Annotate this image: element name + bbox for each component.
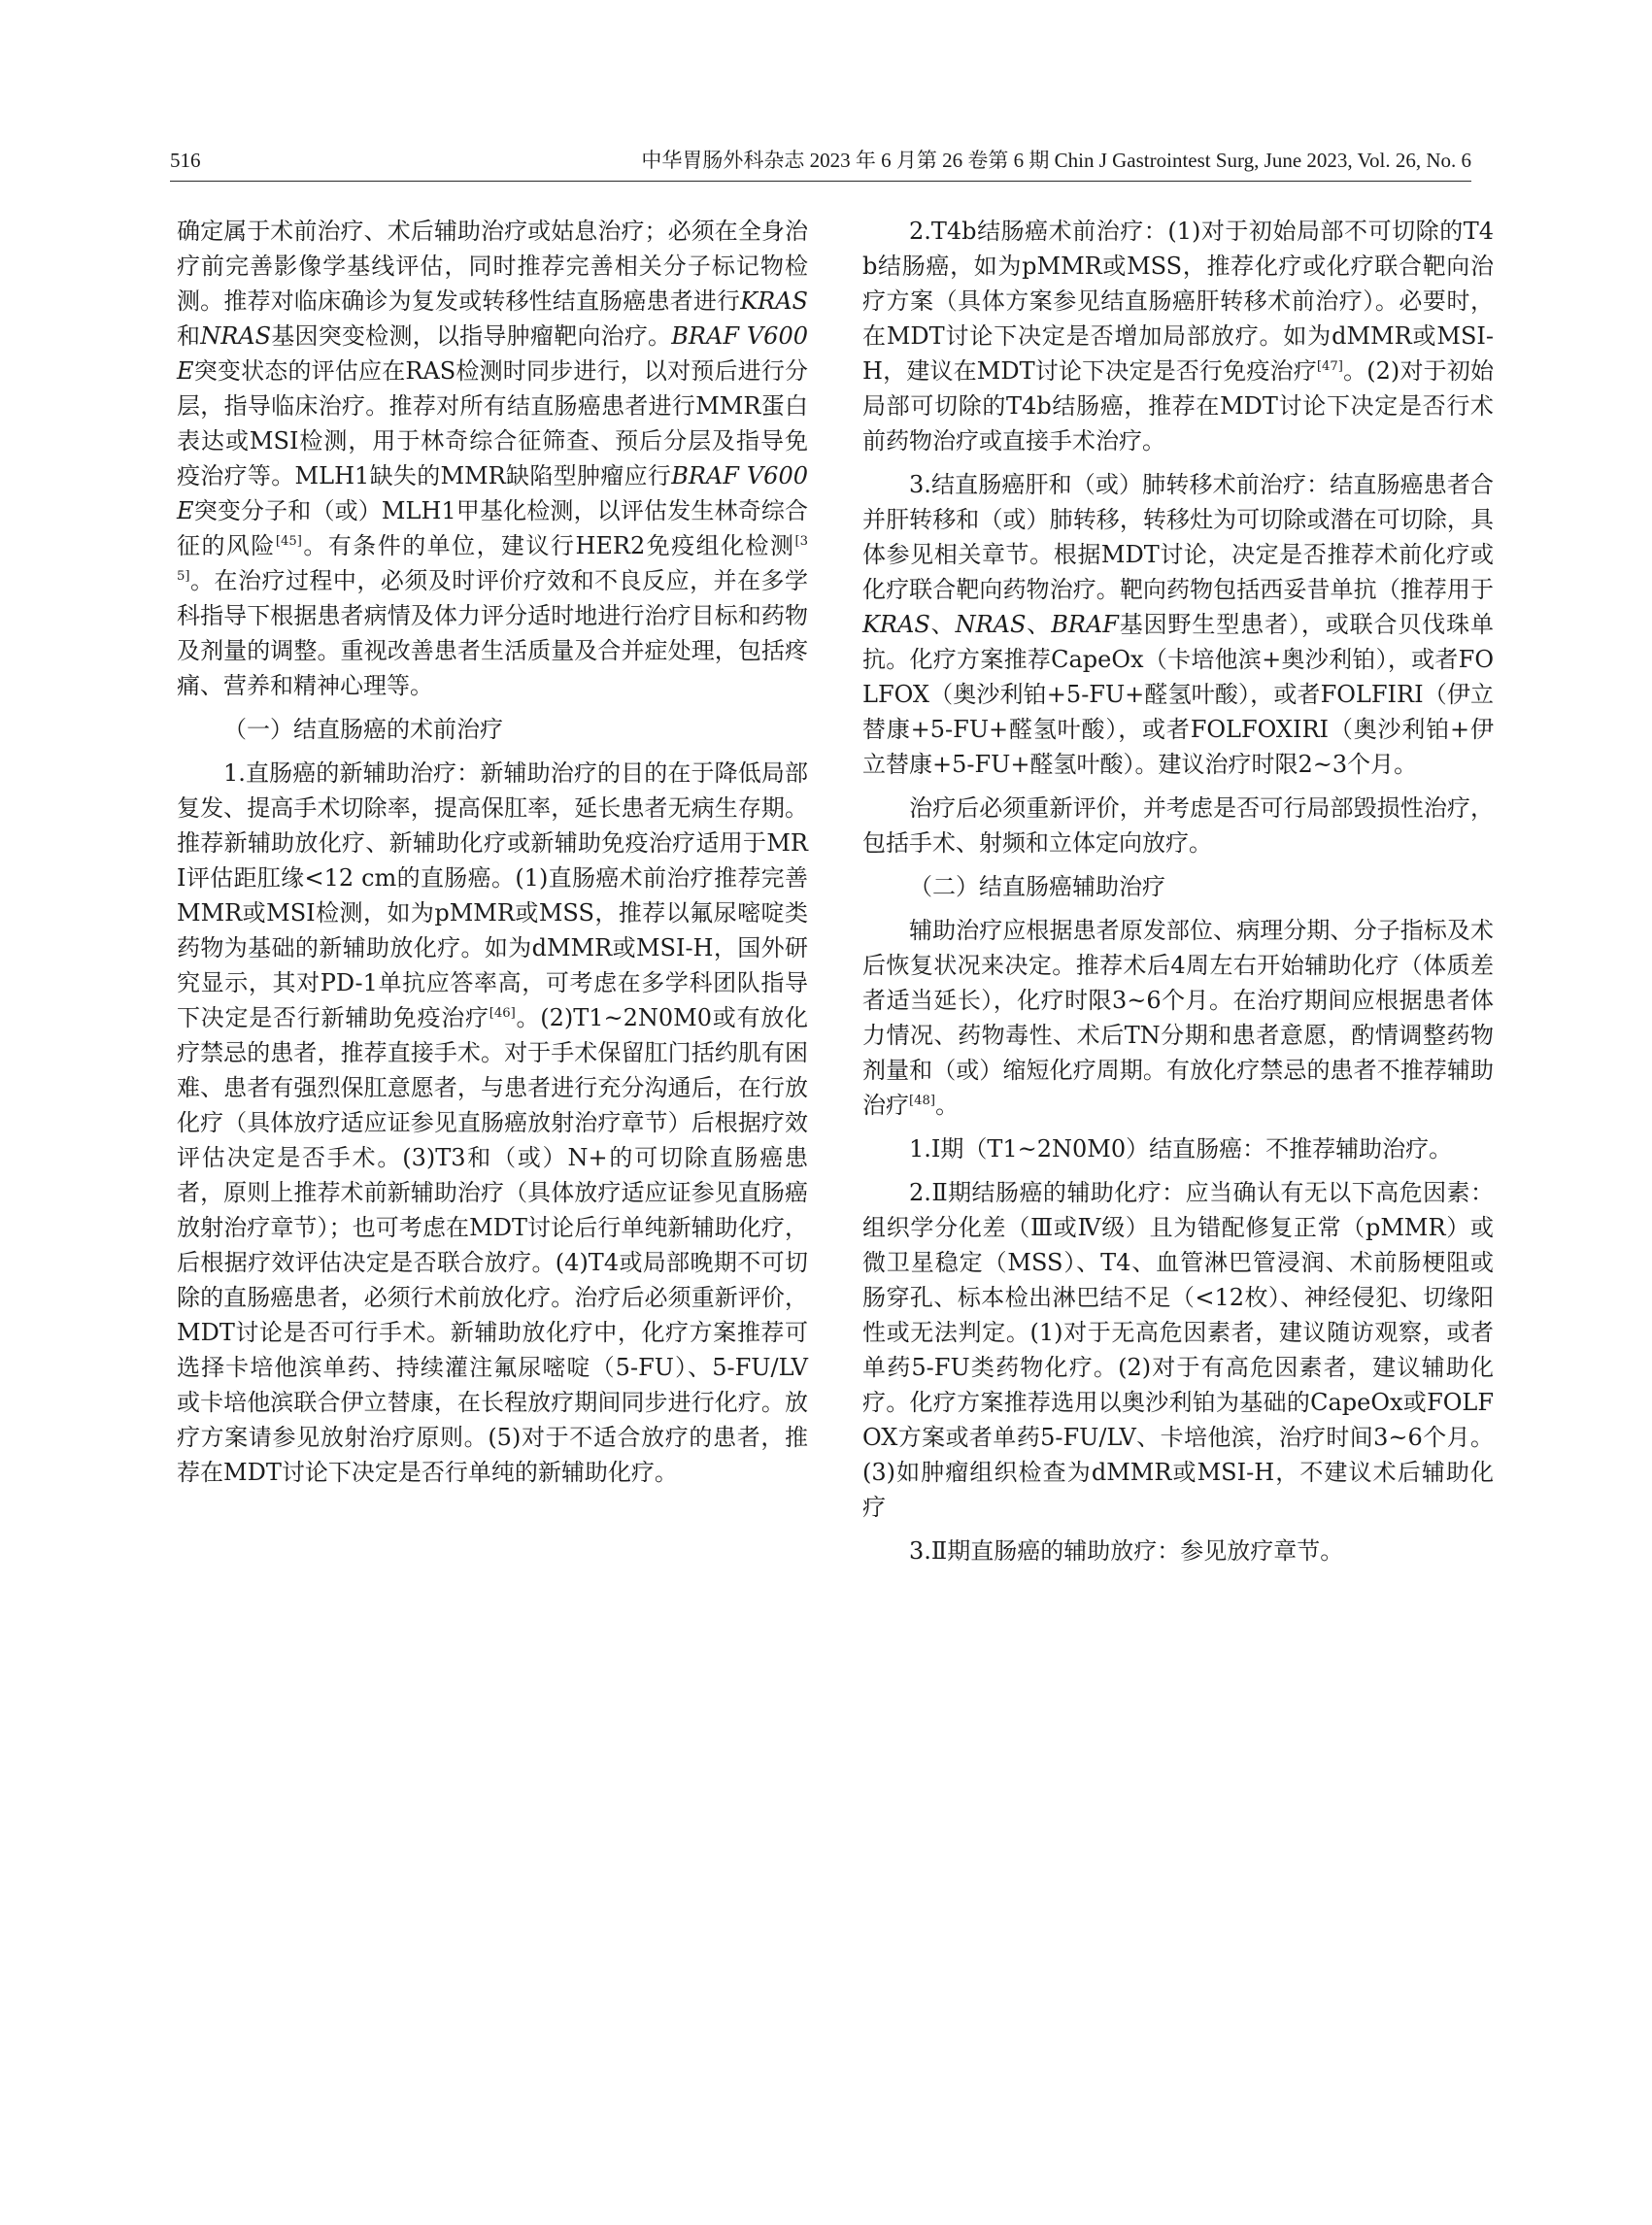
running-header (170, 144, 1471, 177)
text-run: 。有条件的单位，建议行HER2免疫组化检测 (301, 532, 795, 559)
gene-name-italic: NRAS (200, 322, 272, 350)
text-run: 1.直肠癌的新辅助治疗：新辅助治疗的目的在于降低局部复发、提高手术切除率，提高保肛率，延长患者无病生存期。推荐新辅助放化疗、新辅助化疗或新辅助免疫治疗适用于MRI评估距肛缘<12 cm的直肠癌。(1)直肠癌术前治疗推荐完善MMR或MSI检测，如为pMMR或MSS，推荐以氟尿嘧啶类药物为基础的新辅助放化疗。如为dMMR或MSI-H，国外研究显示，其对PD-1单抗应答率高，可考虑在多学科团队指导下决定是否行新辅助免疫治疗 (177, 759, 808, 1031)
citation-reference: [45] (275, 534, 302, 549)
citation-reference: [46] (489, 1006, 516, 1021)
body-paragraph (177, 756, 808, 1490)
text-run: 2.T4b结肠癌术前治疗：(1)对于初始局部不可切除的T4b结肠癌，如为pMMR或MSS，推荐化疗或化疗联合靶向治疗方案（具体方案参见结直肠癌肝转移术前治疗）。必要时，在MDT讨论下决定是否增加局部放疗。如为dMMR或MSI-H，建议在MDT讨论下决定是否行免疫治疗 (862, 218, 1494, 385)
text-run: 、 (929, 611, 956, 638)
gene-name-italic: KRAS (862, 611, 930, 638)
section-heading (862, 869, 1494, 904)
text-run: 。(2)对于初始局部可切除的T4b结肠癌，推荐在MDT讨论下决定是否行术前药物治疗或直接手术治疗。 (862, 357, 1494, 455)
body-paragraph (862, 467, 1494, 782)
right-text-column (862, 214, 1494, 1577)
body-paragraph (862, 214, 1494, 458)
text-run: 基因野生型患者），或联合贝伐珠单抗。化疗方案推荐CapeOx（卡培他滨+奥沙利铂），或者FOLFOX（奥沙利铂+5-FU+醛氢叶酸），或者FOLFIRI（伊立替康+5-FU+醛氢叶酸），或者FOLFOXIRI（奥沙利铂+伊立替康+5-FU+醛氢叶酸）。建议治疗时限2~3个月。 (862, 611, 1495, 778)
body-paragraph (862, 791, 1494, 860)
journal-running-head: 中华胃肠外科杂志 2023 年 6 月第 26 卷第 6 期 Chin J Gastrointest Surg, June 2023, Vol. 26, No. 6 (641, 149, 1471, 172)
body-paragraph (177, 214, 808, 703)
text-run: 1.Ⅰ期（T1~2N0M0）结直肠癌：不推荐辅助治疗。 (909, 1135, 1453, 1163)
gene-name-italic: NRAS (955, 611, 1027, 638)
page-number: 516 (170, 149, 201, 172)
body-paragraph (862, 1175, 1494, 1525)
text-run: 治疗后必须重新评价，并考虑是否可行局部毁损性治疗，包括手术、射频和立体定向放疗。 (862, 794, 1494, 857)
text-run: 突变分子和（或）MLH1甲基化检测，以评估发生林奇综合征的风险 (177, 497, 808, 559)
section-heading (177, 712, 808, 747)
header-divider (170, 181, 1471, 182)
text-run: 。在治疗过程中，必须及时评价疗效和不良反应，并在多学科指导下根据患者病情及体力评分适时地进行治疗目标和药物及剂量的调整。重视改善患者生活质量及合并症处理，包括疼痛、营养和精神心理等。 (177, 567, 808, 699)
text-run: 。 (935, 1092, 960, 1119)
text-run: 辅助治疗应根据患者原发部位、病理分期、分子指标及术后恢复状况来决定。推荐术后4周左右开始辅助化疗（体质差者适当延长），化疗时限3~6个月。在治疗期间应根据患者体力情况、药物毒性、术后TN分期和患者意愿，酌情调整药物剂量和（或）缩短化疗周期。有放化疗禁忌的患者不推荐辅助治疗 (862, 917, 1494, 1119)
citation-reference: [35] (177, 534, 808, 584)
text-run: （二）结直肠癌辅助治疗 (909, 873, 1165, 900)
text-run: 3.Ⅱ期直肠癌的辅助放疗：参见放疗章节。 (909, 1537, 1344, 1565)
gene-name-italic: BRAF V600E (177, 462, 808, 524)
gene-name-italic: BRAF (1051, 611, 1119, 638)
body-paragraph (862, 1534, 1494, 1568)
gene-name-italic: BRAF V600E (177, 322, 808, 385)
text-run: 和 (177, 322, 201, 350)
citation-reference: [47] (1316, 359, 1343, 374)
body-paragraph (862, 913, 1494, 1123)
text-run: 基因突变检测，以指导肿瘤靶向治疗。 (271, 322, 672, 350)
text-run: 确定属于术前治疗、术后辅助治疗或姑息治疗；必须在全身治疗前完善影像学基线评估，同时推荐完善相关分子标记物检测。推荐对临床确诊为复发或转移性结直肠癌患者进行 (177, 218, 808, 315)
gene-name-italic: KRAS (740, 287, 808, 315)
citation-reference: [48] (909, 1094, 936, 1108)
left-text-column (177, 214, 808, 1499)
text-run: 2.Ⅱ期结肠癌的辅助化疗：应当确认有无以下高危因素：组织学分化差（Ⅲ或Ⅳ级）且为错配修复正常（pMMR）或微卫星稳定（MSS）、T4、血管淋巴管浸润、术前肠梗阻或肠穿孔、标本检出淋巴结不足（<12枚）、神经侵犯、切缘阳性或无法判定。(1)对于无高危因素者，建议随访观察，或者单药5-FU类药物化疗。(2)对于有高危因素者，建议辅助化疗。化疗方案推荐选用以奥沙利铂为基础的CapeOx或FOLFOX方案或者单药5-FU/LV、卡培他滨，治疗时间3~6个月。(3)如肿瘤组织检查为dMMR或MSI-H，不建议术后辅助化疗 (862, 1179, 1494, 1521)
text-run: 突变状态的评估应在RAS检测时同步进行，以对预后进行分层，指导临床治疗。推荐对所有结直肠癌患者进行MMR蛋白表达或MSI检测，用于林奇综合征筛查、预后分层及指导免疫治疗等。MLH1缺失的MMR缺陷型肿瘤应行 (177, 357, 808, 489)
text-run: 、 (1026, 611, 1052, 638)
text-run: 。(2)T1~2N0M0或有放化疗禁忌的患者，推荐直接手术。对于手术保留肛门括约肌有困难、患者有强烈保肛意愿者，与患者进行充分沟通后，在行放化疗（具体放疗适应证参见直肠癌放射治疗章节）后根据疗效评估决定是否手术。(3)T3和（或）N+的可切除直肠癌患者，原则上推荐术前新辅助治疗（具体放疗适应证参见直肠癌放射治疗章节）；也可考虑在MDT讨论后行单纯新辅助化疗，后根据疗效评估决定是否联合放疗。(4)T4或局部晚期不可切除的直肠癌患者，必须行术前放化疗。治疗后必须重新评价，MDT讨论是否可行手术。新辅助放化疗中，化疗方案推荐可选择卡培他滨单药、持续灌注氟尿嘧啶（5-FU）、5-FU/LV或卡培他滨联合伊立替康，在长程放疗期间同步进行化疗。放疗方案请参见放射治疗原则。(5)对于不适合放疗的患者，推荐在MDT讨论下决定是否行单纯的新辅助化疗。 (177, 1004, 809, 1486)
text-run: （一）结直肠癌的术前治疗 (223, 716, 503, 743)
text-run: 3.结直肠癌肝和（或）肺转移术前治疗：结直肠癌患者合并肝转移和（或）肺转移，转移灶为可切除或潜在可切除，具体参见相关章节。根据MDT讨论，决定是否推荐术前化疗或化疗联合靶向药物治疗。靶向药物包括西妥昔单抗（推荐用于 (862, 471, 1494, 603)
body-paragraph (862, 1131, 1494, 1166)
